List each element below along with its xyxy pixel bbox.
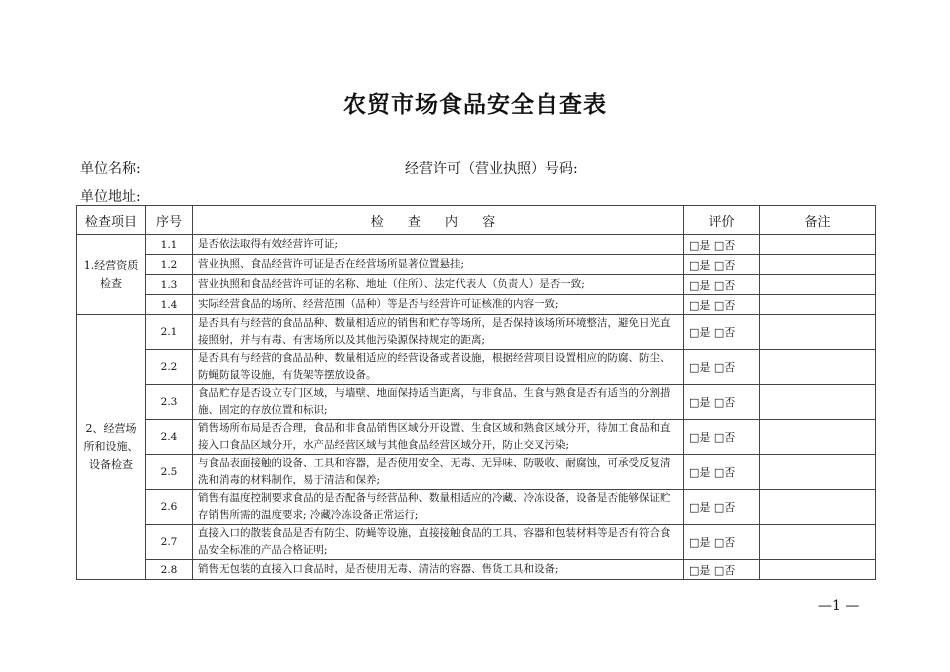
table-row — [77, 255, 876, 275]
header-category: 检查项目 — [77, 206, 146, 235]
item-number: 2.2 — [146, 350, 193, 385]
item-number: 1.3 — [146, 275, 193, 295]
item-content: 销售场所布局是否合理，食品和非食品销售区域分开设置、生食区域和熟食区域分开，待加工食品和直接入口食品区域分开，水产品经营区域与其他食品经营区域分开，防止交叉污染; — [193, 420, 684, 455]
table-row — [77, 275, 876, 295]
remarks-cell[interactable] — [760, 560, 876, 580]
table-row — [77, 385, 876, 420]
item-content: 营业执照、食品经营许可证是否在经营场所显著位置悬挂; — [193, 255, 684, 275]
evaluation-checkboxes[interactable]: □是 □否 — [684, 455, 760, 490]
item-number: 2.7 — [146, 525, 193, 560]
evaluation-checkboxes[interactable]: □是 □否 — [684, 560, 760, 580]
remarks-cell[interactable] — [760, 455, 876, 490]
table-row — [77, 235, 876, 255]
evaluation-checkboxes[interactable]: □是 □否 — [684, 315, 760, 350]
item-number: 2.6 — [146, 490, 193, 525]
unit-address-label: 单位地址: — [80, 189, 141, 205]
evaluation-checkboxes[interactable]: □是 □否 — [684, 295, 760, 315]
item-content: 直接入口的散装食品是否有防尘、防蝇等设施，直接接触食品的工具、容器和包装材料等是否有符合食品安全标准的产品合格证明; — [193, 525, 684, 560]
remarks-cell[interactable] — [760, 420, 876, 455]
evaluation-checkboxes[interactable]: □是 □否 — [684, 255, 760, 275]
item-content: 销售无包装的直接入口食品时，是否使用无毒、清洁的容器、售货工具和设备; — [193, 560, 684, 580]
evaluation-checkboxes[interactable]: □是 □否 — [684, 385, 760, 420]
remarks-cell[interactable] — [760, 275, 876, 295]
evaluation-checkboxes[interactable]: □是 □否 — [684, 235, 760, 255]
page-number: —1 — — [818, 598, 860, 614]
remarks-cell[interactable] — [760, 235, 876, 255]
section-category-2: 2、经营场所和设施、设备检查 — [77, 315, 146, 580]
item-number: 2.4 — [146, 420, 193, 455]
item-content: 与食品表面接触的设备、工具和容器，是否使用安全、无毒、无异味、防吸收、耐腐蚀，可承受反复清洗和消毒的材料制作，易于清洁和保养; — [193, 455, 684, 490]
table-row — [77, 295, 876, 315]
item-content: 营业执照和食品经营许可证的名称、地址（住所）、法定代表人（负责人）是否一致; — [193, 275, 684, 295]
item-number: 2.3 — [146, 385, 193, 420]
header-content: 检 查 内 容 — [193, 206, 684, 235]
item-number: 2.1 — [146, 315, 193, 350]
item-content: 实际经营食品的场所、经营范围（品种）等是否与经营许可证核准的内容一致; — [193, 295, 684, 315]
item-content: 是否具有与经营的食品品种、数量相适应的销售和贮存等场所，是否保持该场所环境整洁，避免日光直接照射，并与有毒、有害场所以及其他污染源保持规定的距离; — [193, 315, 684, 350]
item-content: 食品贮存是否设立专门区域，与墙壁、地面保持适当距离，与非食品、生食与熟食是否有适当的分割措施、固定的存放位置和标识; — [193, 385, 684, 420]
item-content: 是否具有与经营的食品品种、数量相适应的经营设备或者设施，根据经营项目设置相应的防腐、防尘、防蝇防鼠等设施，有货架等摆放设备。 — [193, 350, 684, 385]
item-content: 是否依法取得有效经营许可证; — [193, 235, 684, 255]
header-evaluation: 评价 — [684, 206, 760, 235]
unit-name-label: 单位名称: — [80, 161, 141, 177]
table-row — [77, 560, 876, 580]
remarks-cell[interactable] — [760, 525, 876, 560]
evaluation-checkboxes[interactable]: □是 □否 — [684, 525, 760, 560]
remarks-cell[interactable] — [760, 350, 876, 385]
table-row — [77, 350, 876, 385]
license-number-label: 经营许可（营业执照）号码: — [405, 161, 578, 177]
document-title: 农贸市场食品安全自查表 — [343, 91, 607, 118]
inspection-table — [76, 205, 876, 580]
header-remarks: 备注 — [760, 206, 876, 235]
evaluation-checkboxes[interactable]: □是 □否 — [684, 275, 760, 295]
section-category-1: 1.经营资质检查 — [77, 235, 146, 315]
remarks-cell[interactable] — [760, 295, 876, 315]
remarks-cell[interactable] — [760, 385, 876, 420]
item-number: 1.2 — [146, 255, 193, 275]
remarks-cell[interactable] — [760, 315, 876, 350]
item-content: 销售有温度控制要求食品的是否配备与经营品种、数量相适应的冷藏、冷冻设备，设备是否能够保证贮存销售所需的温度要求; 冷藏冷冻设备正常运行; — [193, 490, 684, 525]
header-number: 序号 — [146, 206, 193, 235]
remarks-cell[interactable] — [760, 255, 876, 275]
table-row — [77, 420, 876, 455]
evaluation-checkboxes[interactable]: □是 □否 — [684, 420, 760, 455]
evaluation-checkboxes[interactable]: □是 □否 — [684, 490, 760, 525]
item-number: 1.4 — [146, 295, 193, 315]
table-row — [77, 525, 876, 560]
item-number: 2.5 — [146, 455, 193, 490]
item-number: 2.8 — [146, 560, 193, 580]
table-row — [77, 455, 876, 490]
remarks-cell[interactable] — [760, 490, 876, 525]
evaluation-checkboxes[interactable]: □是 □否 — [684, 350, 760, 385]
table-row — [77, 315, 876, 350]
table-row — [77, 490, 876, 525]
item-number: 1.1 — [146, 235, 193, 255]
